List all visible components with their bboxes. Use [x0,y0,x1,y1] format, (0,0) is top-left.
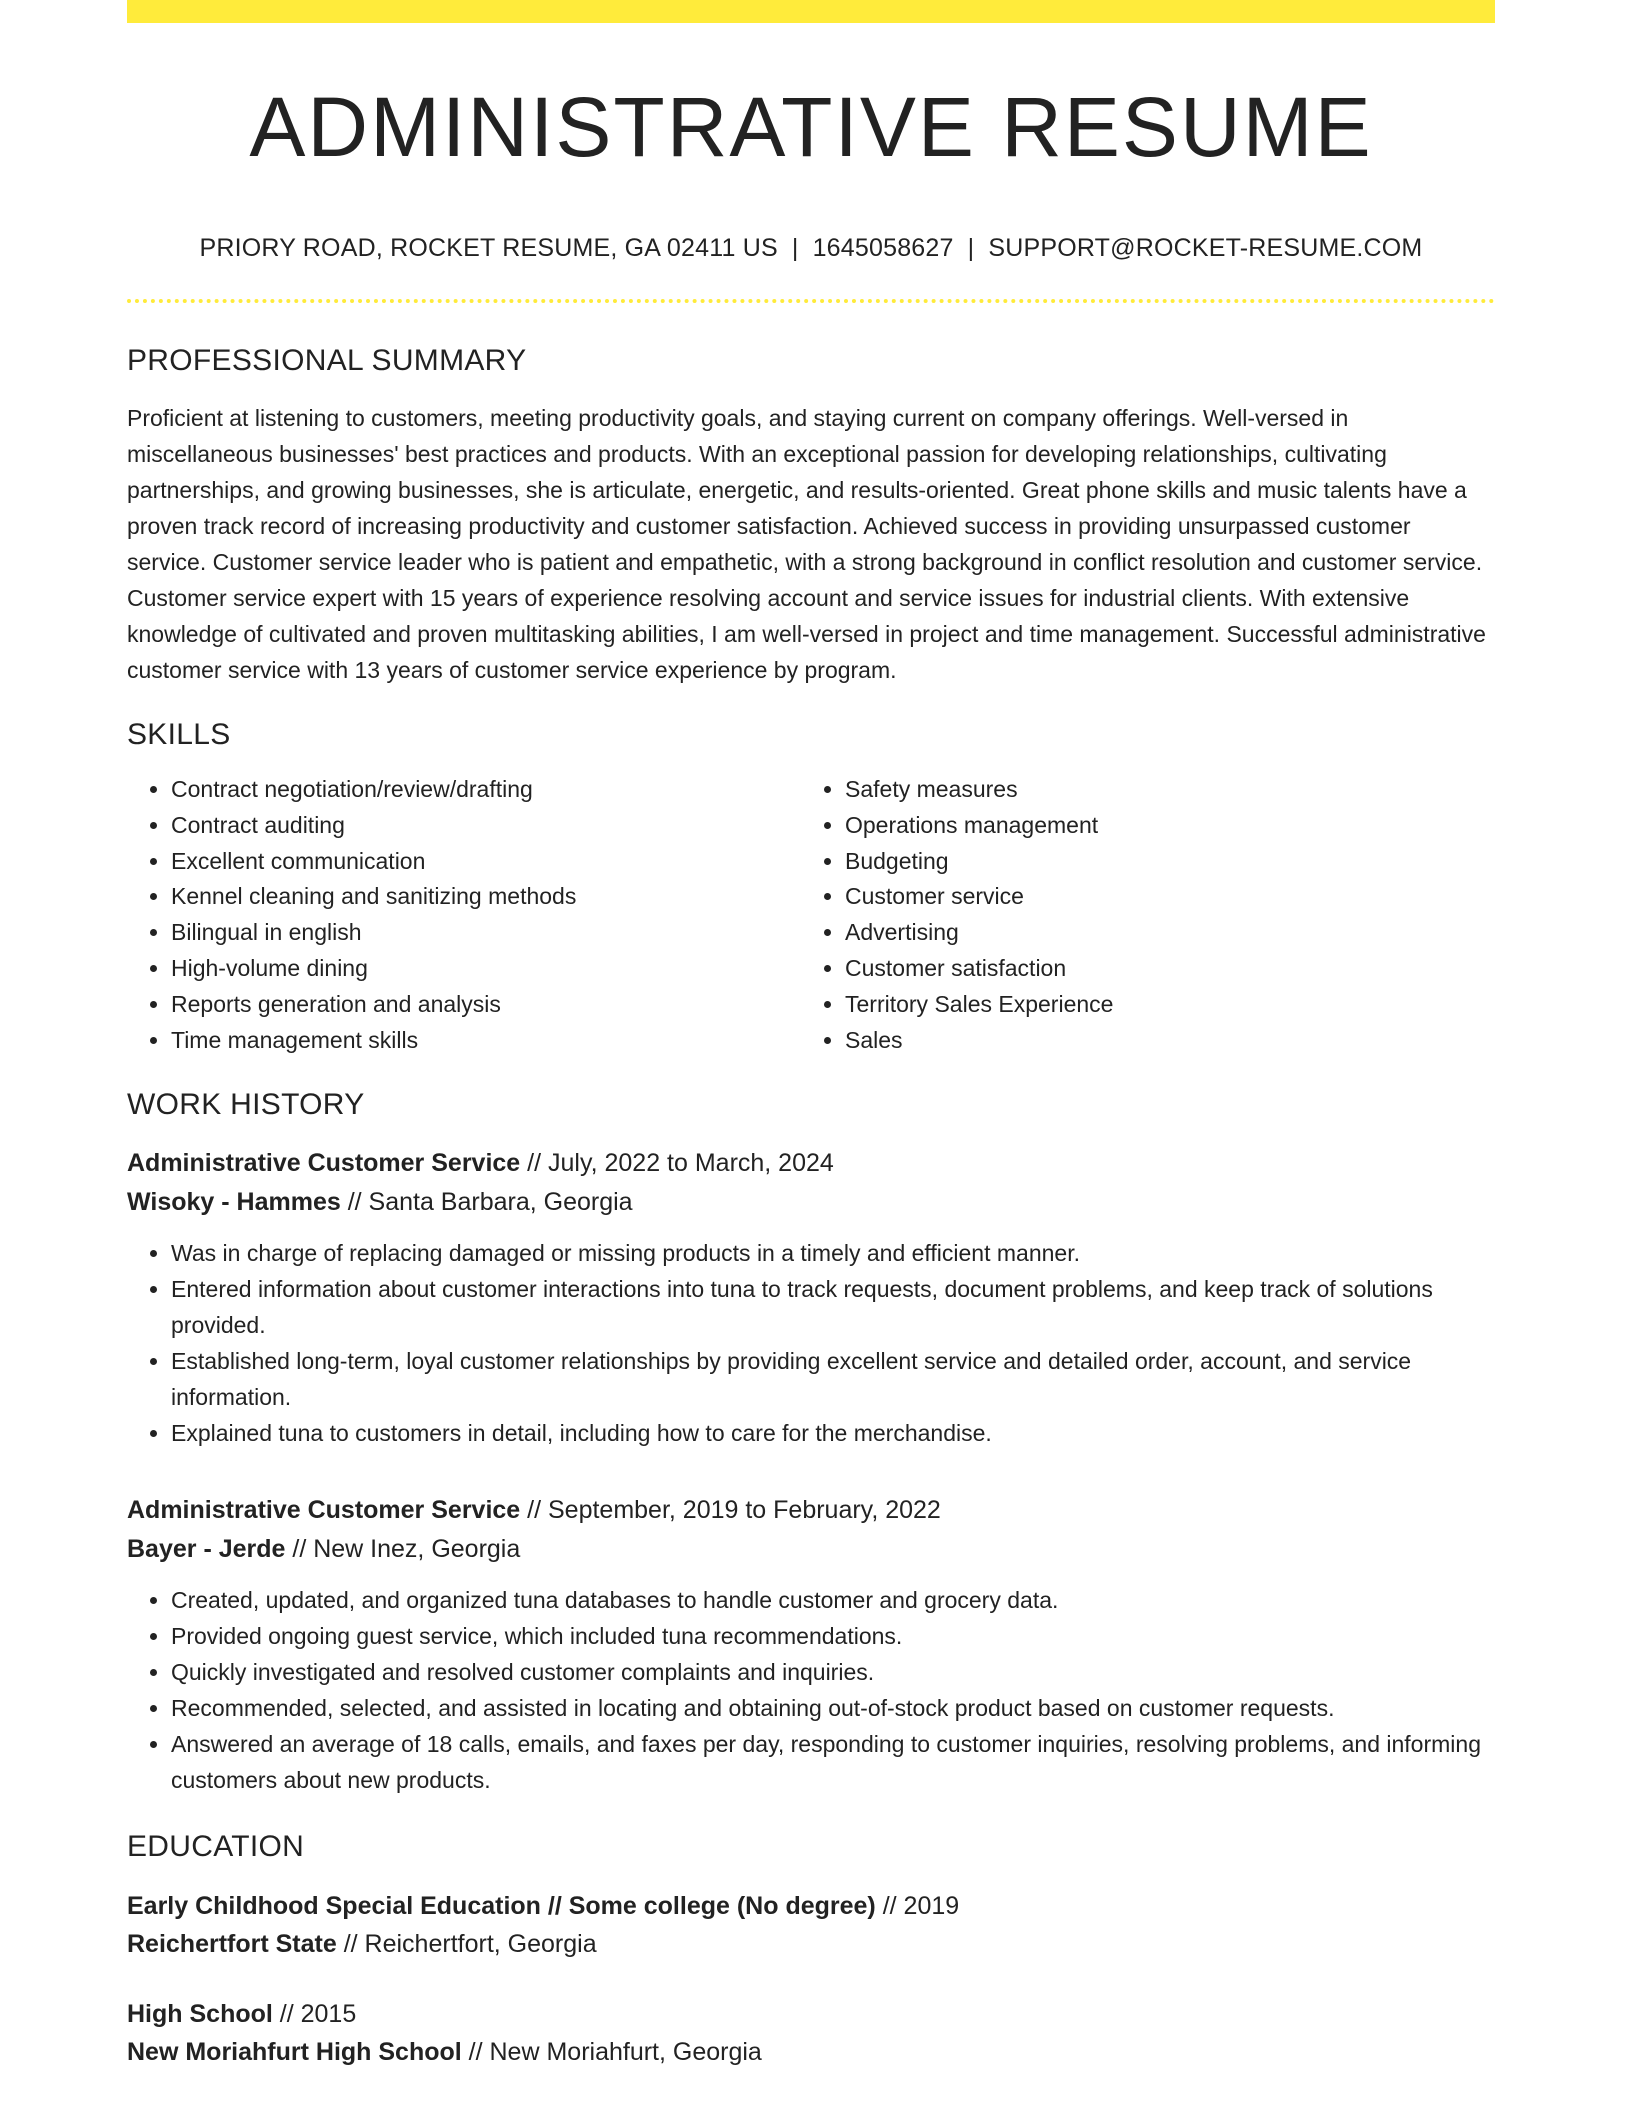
job-bullet: • Recommended, selected, and assisted in locating and obtaining out-of-stock product based on customer requests. [171,1690,1495,1726]
education-degree-line [127,1887,1495,1925]
job-bullet: • Answered an average of 18 calls, emails, and faxes per day, responding to customer inquiries, resolving problems, and informing customers about new products. [171,1726,1495,1798]
job-company-line [127,1183,1495,1222]
skill-item: • Customer service [845,879,1475,915]
skill-item: • Customer satisfaction [845,951,1475,987]
job-title-line [127,1491,1495,1530]
job-entry [127,1491,1495,1798]
job-title-line [127,1144,1495,1183]
contact-line [127,236,1495,261]
job-dates: // July, 2022 to March, 2024 [520,1149,834,1178]
skills-column-right [801,772,1475,1058]
education-degree-line [127,1995,1495,2033]
skill-item: • Contract negotiation/review/drafting [171,772,801,808]
skill-item: • Operations management [845,808,1475,844]
skill-item: • Reports generation and analysis [171,987,801,1023]
skill-item: • High-volume dining [171,951,801,987]
job-company: Wisoky - Hammes [127,1188,341,1217]
skill-item: • Bilingual in english [171,915,801,951]
job-bullet: • Explained tuna to customers in detail, including how to care for the merchandise. [171,1415,1495,1451]
skill-item: • Kennel cleaning and sanitizing methods [171,879,801,915]
skill-item: • Time management skills [171,1023,801,1059]
skill-item: • Excellent communication [171,844,801,880]
skills-heading: SKILLS [127,718,231,751]
job-bullet: • Established long-term, loyal customer relationships by providing excellent service and detailed order, account, and service information. [171,1343,1495,1415]
work-history-heading: WORK HISTORY [127,1088,365,1122]
top-accent-bar [127,0,1495,23]
job-location: // New Inez, Georgia [285,1535,521,1564]
job-dates: // September, 2019 to February, 2022 [520,1496,941,1525]
resume-title: ADMINISTRATIVE RESUME [249,80,1373,174]
skill-item: • Territory Sales Experience [845,987,1475,1023]
education-school-line [127,1925,1495,1963]
skill-item: • Safety measures [845,772,1475,808]
job-location: // Santa Barbara, Georgia [340,1188,633,1217]
skill-item: • Budgeting [845,844,1475,880]
summary-text: Proficient at listening to customers, meeting productivity goals, and staying current on company offerings. Well-versed in miscellaneous businesses' best practices and products. With an exceptional passion for developing relationships, cultivating partnerships, and growing businesses, she is articulate, energetic, and results-oriented. Great phone skills and music talents have a proven track record of increasing productivity and customer satisfaction. Achieved success in providing unsurpassed customer service. Customer service leader who is patient and empathetic, with a strong background in conflict resolution and customer service. Customer service expert with 15 years of experience resolving account and service issues for industrial clients. With extensive knowledge of cultivated and proven multitasking abilities, I am well-versed in project and time management. Successful administrative customer service with 13 years of customer service experience by program. [127,405,1486,683]
education-school: Reichertfort State [127,1930,337,1959]
skill-item: • Advertising [845,915,1475,951]
skill-item: • Contract auditing [171,808,801,844]
education-school: New Moriahfurt High School [127,2038,462,2067]
resume-page [127,0,1495,2071]
contact-separator: | [791,234,799,262]
job-bullets [127,1582,1495,1798]
education-heading: EDUCATION [127,1830,305,1864]
education-location: // Reichertfort, Georgia [336,1930,597,1959]
job-entry [127,1144,1495,1451]
address: PRIORY ROAD, ROCKET RESUME, GA 02411 US [199,234,778,262]
skills-column-left [127,772,801,1058]
contact-separator: | [967,234,975,262]
education-year: // 2015 [272,2000,357,2029]
job-title: Administrative Customer Service [127,1149,521,1178]
education-location: // New Moriahfurt, Georgia [461,2038,762,2067]
education-entry [127,1995,1495,2071]
education-degree: Early Childhood Special Education // Some college (No degree) [127,1892,876,1921]
skills-list [127,772,1495,1058]
job-bullets [127,1235,1495,1451]
education-school-line [127,2033,1495,2071]
job-title: Administrative Customer Service [127,1496,521,1525]
education-entry [127,1887,1495,1963]
job-bullet: • Created, updated, and organized tuna databases to handle customer and grocery data. [171,1582,1495,1618]
job-company-line [127,1530,1495,1569]
job-bullet: • Provided ongoing guest service, which included tuna recommendations. [171,1618,1495,1654]
education-degree: High School [127,2000,273,2029]
job-bullet: • Was in charge of replacing damaged or missing products in a timely and efficient manner. [171,1235,1495,1271]
dotted-divider [127,299,1495,303]
job-bullet: • Quickly investigated and resolved customer complaints and inquiries. [171,1654,1495,1690]
education-year: // 2019 [875,1892,960,1921]
job-company: Bayer - Jerde [127,1535,286,1564]
email: SUPPORT@ROCKET-RESUME.COM [988,234,1423,262]
summary-heading: PROFESSIONAL SUMMARY [127,344,527,377]
skill-item: • Sales [845,1023,1475,1059]
phone: 1645058627 [812,234,954,262]
job-bullet: • Entered information about customer interactions into tuna to track requests, document problems, and keep track of solutions provided. [171,1271,1495,1343]
